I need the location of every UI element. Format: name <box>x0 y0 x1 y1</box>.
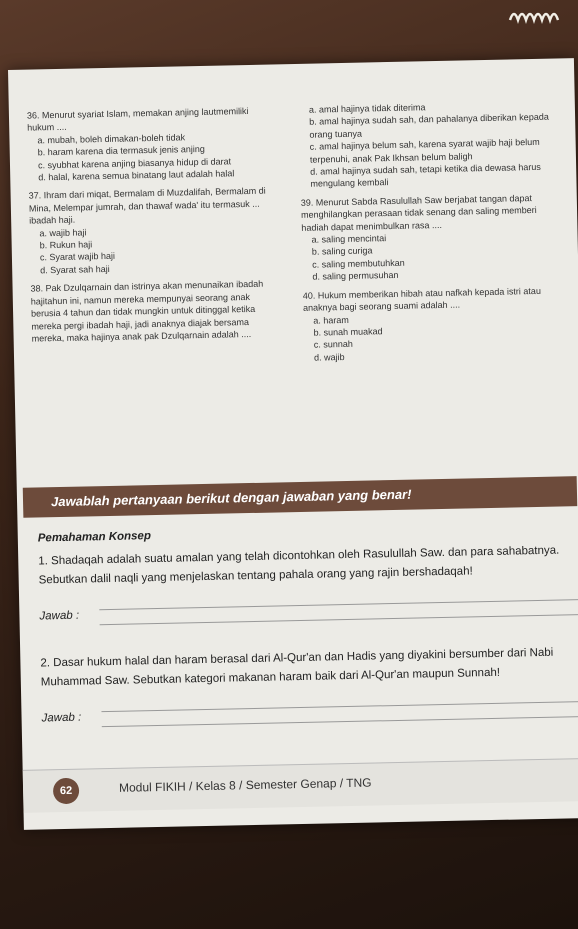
question-38-options: a. amal hajinya tidak diterima b. amal hajinya sudah sah, dan pahalanya diberikan kepada orang tuanya c. amal hajinya belum sah, karena syarat wajib haji belum terpenuhi, anak Pak Ikhsan belum baligh d. amal hajinya sudah sah, tetapi ketika dia dewasa harus mengulang kembali <box>308 102 549 190</box>
essay-section <box>38 518 578 756</box>
answer-lines[interactable] <box>101 687 578 727</box>
section-title-bar: Jawablah pertanyaan berikut dengan jawaban yang benar! <box>23 476 578 518</box>
question-38: 38. Pak Dzulqarnain dan istrinya akan menunaikan ibadah hajitahun ini, namun mereka mempunyai seorang anak berusia 4 tahun dan tidak mungkin untuk ditinggal ketika mereka pergi ibadah haji, jadi anaknya diajak bersama mereka, maka hajinya anak pak Dzulqarnain adalah .... <box>30 278 264 344</box>
question-36: 36. Menurut syariat Islam, memakan anjing lautmemiliki hukum .... a. mubah, boleh dimakan-boleh tidak b. haram karena dia termasuk jenis anjing c. syubhat karena anjing biasanya hidup di darat d. halal, karena semua binatang laut adalah halal <box>26 105 249 183</box>
questions-left-column <box>27 104 282 350</box>
textbook-page <box>8 58 578 830</box>
question-39: 39. Menurut Sabda Rasulullah Saw berjabat tangan dapat menghilangkan perasaan tidak senang dan saling memberi hadiah dapat menimbulkan rasa .... a. saling mencintai b. saling curiga c. saling membutuhkan d. saling permusuhan <box>300 192 537 282</box>
question-37: 37. Ihram dari miqat, Bermalam di Muzdalifah, Bermalam di Mina, Melempar jumrah, dan thawaf wada' itu termasuk ... ibadah haji. a. wajib haji b. Rukun haji c. Syarat wajib haji d. Syarat sah haji <box>28 186 266 276</box>
page-number: 62 <box>53 778 80 805</box>
subheading: Pemahaman Konsep <box>37 530 152 545</box>
phone-cord-decoration <box>508 6 562 24</box>
answer-row-1 <box>39 585 578 626</box>
answer-row-2 <box>41 687 578 728</box>
footer-text: Modul FIKIH / Kelas 8 / Semester Genap / TNG <box>118 775 372 795</box>
essay-question-2: 2. Dasar hukum halal dan haram berasal dari Al-Qur'an dan Hadis yang diyakini bersumber dari Nabi Muhammad Saw. Sebutkan kategori makanan haram baik dari Al-Qur'an maupun Sunnah! <box>40 646 554 689</box>
questions-right-column <box>299 98 567 370</box>
page-footer <box>23 758 578 813</box>
essay-question-1: 1. Shadaqah adalah suatu amalan yang telah dicontohkan oleh Rasulullah Saw. dan para sahabatnya. Sebutkan dalil naqli yang menjelaskan tentang pahala orang yang rajin bershadaqah! <box>38 544 560 587</box>
answer-lines[interactable] <box>99 585 578 625</box>
answer-label: Jawab : <box>39 609 80 623</box>
question-40: 40. Hukum memberikan hibah atau nafkah kepada istri atau anaknya bagi seorang suami adalah .... a. haram b. sunah muakad c. sunnah d. wajib <box>302 285 541 363</box>
answer-label: Jawab : <box>41 711 82 725</box>
